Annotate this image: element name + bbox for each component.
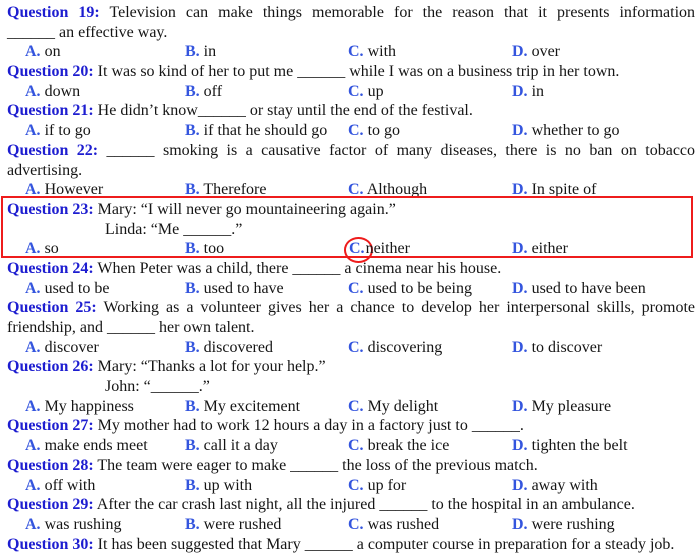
option-d <box>512 338 602 358</box>
option-letter: D. <box>512 476 528 494</box>
option-text: My pleasure <box>531 397 612 415</box>
question-text <box>7 3 695 23</box>
options-row <box>7 279 695 299</box>
option-d <box>512 82 544 102</box>
question-number-label: Question 29: <box>7 496 94 514</box>
question-stem: The team were eager to make ______ the loss of the previous match. <box>97 456 538 474</box>
option-text: used to have been <box>531 279 646 297</box>
question-block <box>7 141 695 200</box>
question-number-label: Question 25: <box>7 299 97 317</box>
question-number-label: Question 28: <box>7 456 94 474</box>
question-stem: It was so kind of her to put me ______ while I was on a business trip in her town. <box>97 63 620 81</box>
option-text: down <box>44 82 81 100</box>
option-text: Although <box>366 181 428 199</box>
option-a <box>25 279 109 299</box>
option-letter: B. <box>185 122 200 140</box>
option-c <box>348 42 396 62</box>
option-text: used to be <box>44 279 110 297</box>
option-c <box>348 338 442 358</box>
option-a <box>25 239 59 259</box>
option-d <box>512 42 560 62</box>
question-block <box>7 535 695 555</box>
options-row <box>7 82 695 102</box>
question-text <box>7 535 695 555</box>
option-letter: D. <box>512 437 528 455</box>
option-c <box>348 82 384 102</box>
question-text <box>7 141 695 161</box>
option-letter: C. <box>349 240 365 258</box>
option-letter: B. <box>185 437 200 455</box>
option-letter: D. <box>512 43 528 61</box>
question-block <box>7 101 695 140</box>
option-text: whether to go <box>531 122 620 140</box>
question-stem: friendship, and ______ her own talent. <box>7 319 255 336</box>
option-text: used to be being <box>367 279 472 297</box>
option-letter: D. <box>512 240 528 258</box>
option-c <box>348 397 438 417</box>
option-text: My happiness <box>44 397 134 415</box>
option-b <box>185 397 300 417</box>
option-letter: B. <box>185 82 200 100</box>
option-d <box>512 279 646 299</box>
option-letter: A. <box>25 181 41 199</box>
question-block <box>7 456 695 495</box>
question-block <box>7 495 695 534</box>
option-a <box>25 338 99 358</box>
question-number-label: Question 22: <box>7 141 99 159</box>
option-letter: D. <box>512 122 528 140</box>
option-letter: A. <box>25 122 41 140</box>
question-text <box>7 101 695 121</box>
option-letter: B. <box>185 43 200 61</box>
question-stem: Mary: “Thanks a lot for your help.” <box>97 358 326 376</box>
option-text: either <box>531 240 568 258</box>
question-number-label: Question 27: <box>7 417 94 435</box>
option-letter: B. <box>185 397 200 415</box>
option-letter: D. <box>512 279 528 297</box>
option-text: if to go <box>44 122 91 140</box>
option-text: off <box>203 82 223 100</box>
option-a <box>25 82 80 102</box>
option-text: tighten the belt <box>531 437 628 455</box>
option-text: too <box>203 240 225 258</box>
option-letter: C. <box>348 338 364 356</box>
question-stem: Mary: “I will never go mountaineering again.” <box>97 200 396 218</box>
options-row <box>7 397 695 417</box>
option-letter: C. <box>348 181 364 199</box>
option-text: However <box>44 181 104 199</box>
options-row <box>7 436 695 456</box>
option-letter: B. <box>185 476 200 494</box>
option-c <box>348 239 410 259</box>
option-letter: B. <box>185 181 200 199</box>
option-b <box>185 476 252 496</box>
option-letter: C. <box>348 515 364 533</box>
option-text: in <box>531 82 545 100</box>
question-number-label: Question 20: <box>7 63 94 81</box>
question-stem: After the car crash last night, all the injured ______ to the hospital in an ambulance. <box>96 496 635 514</box>
option-a <box>25 180 103 200</box>
option-d <box>512 397 611 417</box>
option-text: neither <box>365 240 410 258</box>
option-b <box>185 121 327 141</box>
question-text <box>7 495 695 515</box>
question-text <box>7 357 695 377</box>
option-text: discovering <box>367 338 443 356</box>
option-letter: C. <box>348 476 364 494</box>
option-letter: D. <box>512 397 528 415</box>
option-letter: D. <box>512 338 528 356</box>
option-c <box>348 436 449 456</box>
option-letter: C. <box>348 397 364 415</box>
question-number-label: Question 19: <box>7 4 100 21</box>
option-letter: A. <box>25 240 41 258</box>
option-letter: A. <box>25 43 41 61</box>
option-d <box>512 180 596 200</box>
option-text: In spite of <box>531 181 597 199</box>
options-row <box>7 180 695 200</box>
question-block <box>7 62 695 101</box>
option-text: used to have <box>203 279 284 297</box>
option-b <box>185 180 266 200</box>
option-text: up with <box>203 476 253 494</box>
question-block <box>7 259 695 298</box>
option-b <box>185 515 281 535</box>
option-text: in <box>203 43 217 61</box>
option-text: on <box>44 43 61 61</box>
option-b <box>185 82 222 102</box>
option-letter: A. <box>25 338 41 356</box>
option-a <box>25 42 61 62</box>
option-text: up <box>367 82 384 100</box>
question-text <box>7 62 695 82</box>
question-text <box>7 456 695 476</box>
question-stem: Working as a volunteer gives her a chance to develop her interpersonal skills, promote <box>103 299 695 317</box>
option-letter: B. <box>185 515 200 533</box>
option-text: if that he should go <box>203 122 328 140</box>
option-b <box>185 279 284 299</box>
option-letter: C. <box>348 43 364 61</box>
question-block <box>7 3 695 62</box>
option-letter: C. <box>348 279 364 297</box>
option-text: were rushing <box>531 515 615 533</box>
option-letter: A. <box>25 397 41 415</box>
option-text: was rushed <box>367 515 440 533</box>
option-text: was rushing <box>44 515 122 533</box>
option-letter: C. <box>348 437 364 455</box>
option-text: away with <box>531 476 598 494</box>
question-stem: John: “______.” <box>105 378 210 396</box>
option-text: My excitement <box>203 397 301 415</box>
option-b <box>185 239 224 259</box>
option-text: discovered <box>203 338 273 356</box>
option-text: over <box>531 43 560 61</box>
option-text: off with <box>44 476 96 494</box>
question-text <box>7 416 695 436</box>
option-letter: A. <box>25 437 41 455</box>
option-letter: B. <box>185 240 200 258</box>
options-row <box>7 121 695 141</box>
option-letter: C. <box>348 122 364 140</box>
option-text: so <box>44 240 59 258</box>
question-stem: It has been suggested that Mary ______ a computer course in preparation for a steady job. <box>97 535 675 553</box>
option-text: break the ice <box>367 437 450 455</box>
options-row <box>7 515 695 535</box>
question-stem: He didn’t know______ or stay until the end of the festival. <box>97 102 473 120</box>
option-text: to go <box>367 122 401 140</box>
question-block <box>7 416 695 455</box>
question-text <box>7 259 695 279</box>
question-text <box>7 200 695 220</box>
option-text: discover <box>44 338 99 356</box>
option-d <box>512 436 628 456</box>
question-number-label: Question 21: <box>7 102 94 120</box>
question-stem: ______ an effective way. <box>7 23 168 41</box>
option-a <box>25 436 148 456</box>
question-number-label: Question 26: <box>7 358 94 376</box>
option-b <box>185 338 273 358</box>
option-b <box>185 42 216 62</box>
option-c <box>348 515 439 535</box>
question-block-highlighted <box>7 200 695 259</box>
question-stem: ______ smoking is a causative factor of many diseases, there is no ban on tobacco <box>106 141 695 159</box>
options-row <box>7 42 695 62</box>
option-a <box>25 121 91 141</box>
option-letter: B. <box>185 279 200 297</box>
option-b <box>185 436 278 456</box>
option-d <box>512 239 568 259</box>
option-letter: C. <box>348 82 364 100</box>
option-a <box>25 397 134 417</box>
question-block <box>7 357 695 416</box>
option-text: to discover <box>531 338 603 356</box>
option-d <box>512 121 620 141</box>
option-letter: D. <box>512 82 528 100</box>
option-text: make ends meet <box>44 437 148 455</box>
question-stem: advertising. <box>7 161 83 179</box>
question-number-label: Question 24: <box>7 259 94 277</box>
option-c <box>348 279 472 299</box>
option-d <box>512 476 598 496</box>
option-d <box>512 515 615 535</box>
question-number-label: Question 23: <box>7 200 94 218</box>
option-text: up for <box>367 476 407 494</box>
option-letter: B. <box>185 338 200 356</box>
option-letter: A. <box>25 515 41 533</box>
option-c <box>348 121 400 141</box>
question-stem: My mother had to work 12 hours a day in a factory just to ______. <box>97 417 524 435</box>
question-stem: Television can make things memorable for the reason that it presents information <box>109 4 695 21</box>
option-text: with <box>367 43 397 61</box>
question-stem: Linda: “Me ______.” <box>105 220 243 238</box>
option-text: were rushed <box>203 515 282 533</box>
option-text: My delight <box>367 397 439 415</box>
options-row <box>7 476 695 496</box>
options-row <box>7 338 695 358</box>
options-row <box>7 239 695 259</box>
option-letter: A. <box>25 82 41 100</box>
option-a <box>25 476 95 496</box>
option-text: Therefore <box>203 181 267 199</box>
option-letter: A. <box>25 279 41 297</box>
option-a <box>25 515 121 535</box>
question-block <box>7 298 695 357</box>
question-text <box>7 298 695 318</box>
option-letter: A. <box>25 476 41 494</box>
option-c <box>348 180 427 200</box>
question-number-label: Question 30: <box>7 535 94 553</box>
option-letter: D. <box>512 181 528 199</box>
option-letter: D. <box>512 515 528 533</box>
option-text: call it a day <box>203 437 278 455</box>
option-c <box>348 476 406 496</box>
question-stem: When Peter was a child, there ______ a cinema near his house. <box>97 259 502 277</box>
